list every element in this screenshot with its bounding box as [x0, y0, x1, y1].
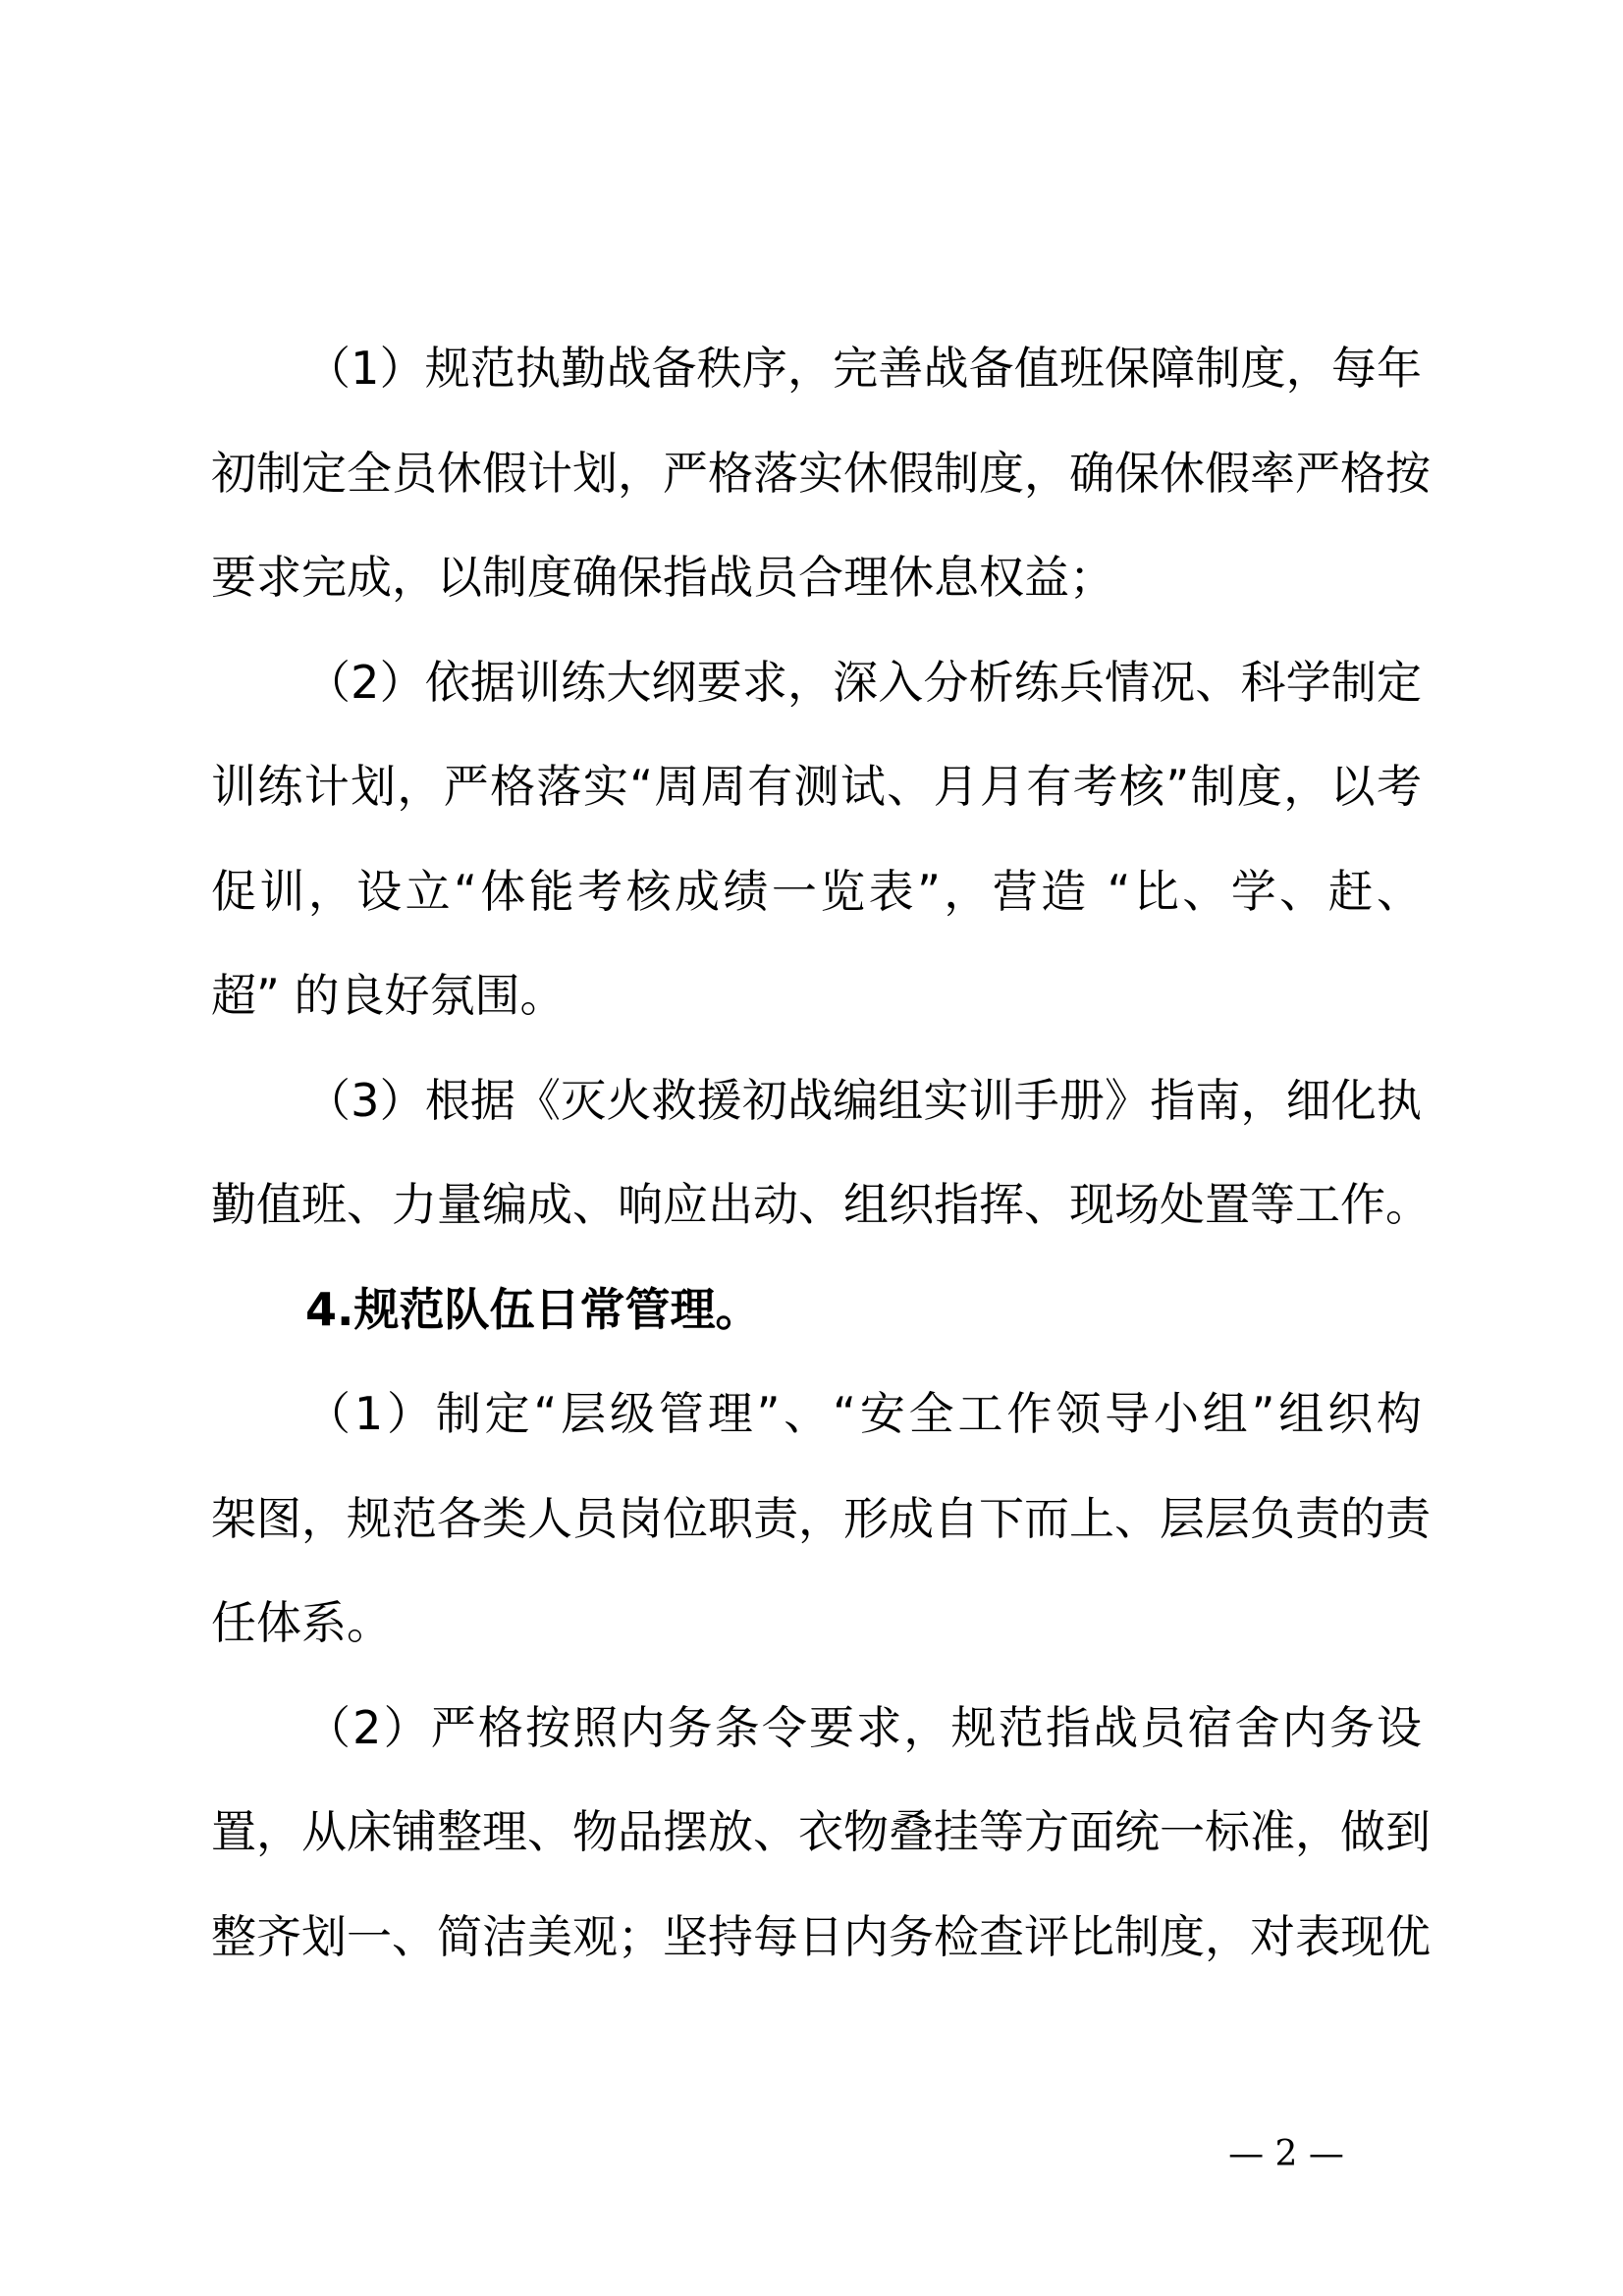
text-line: （1）制定“层级管理”、“安全工作领导小组”组织构 — [305, 1387, 1422, 1440]
text-line: （2）依据训练大纲要求，深入分析练兵情况、科学制定 — [305, 655, 1422, 709]
text-line: 勤值班、力量编成、响应出动、组织指挥、现场处置等工作。 — [211, 1178, 1431, 1231]
text-line: 置，从床铺整理、物品摆放、衣物叠挂等方面统一标准，做到 — [211, 1805, 1431, 1858]
text-line: 要求完成，以制度确保指战员合理休息权益； — [211, 551, 1114, 604]
text-line: 超” 的良好氛围。 — [211, 969, 566, 1022]
section-heading: 4.规范队伍日常管理。 — [305, 1282, 761, 1336]
text-line: 架图，规范各类人员岗位职责，形成自下而上、层层负责的责 — [211, 1491, 1431, 1545]
text-line: 促训，设立“体能考核成绩一览表”，营造 “比、学、赶、 — [211, 864, 1422, 918]
text-line: （3）根据《灭火救援初战编组实训手册》指南，细化执 — [305, 1073, 1422, 1127]
text-line: （2）严格按照内务条令要求，规范指战员宿舍内务设 — [305, 1700, 1422, 1754]
page-number: — 2 — — [1228, 2134, 1344, 2174]
text-line: 任体系。 — [211, 1596, 392, 1649]
text-line: （1）规范执勤战备秩序，完善战备值班保障制度，每年 — [305, 342, 1422, 395]
text-line: 初制定全员休假计划，严格落实休假制度，确保休假率严格按 — [211, 446, 1431, 500]
text-line: 训练计划，严格落实“周周有测试、月月有考核”制度，以考 — [211, 760, 1422, 813]
text-line: 整齐划一、简洁美观；坚持每日内务检查评比制度，对表现优 — [211, 1909, 1431, 1963]
